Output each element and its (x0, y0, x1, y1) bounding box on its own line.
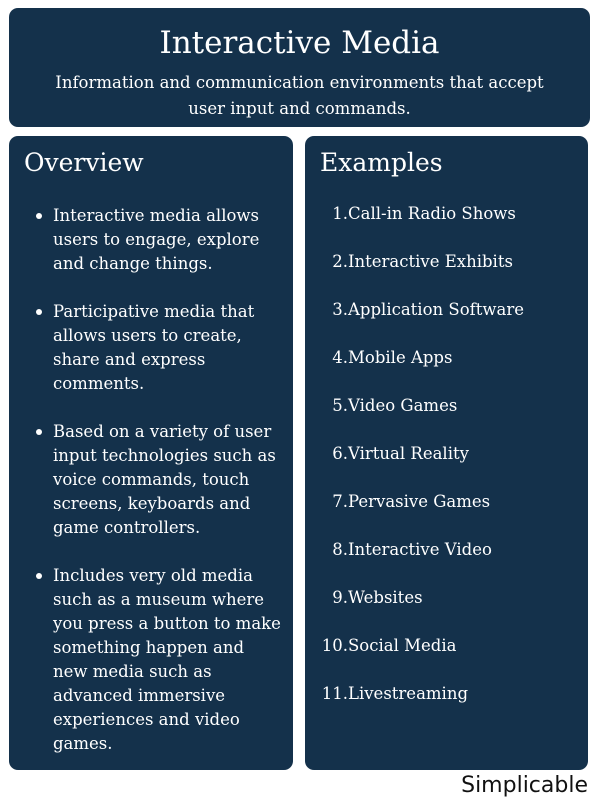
example-label: Interactive Exhibits (348, 252, 513, 271)
example-number: 1. (332, 204, 348, 223)
overview-item-text: Participative media that allows users to create, share and express comments. (53, 302, 255, 393)
overview-item-text: Includes very old media such as a museum where you press a button to make something happen and new media such as advanced immersive experiences and video games. (53, 566, 281, 753)
example-item (305, 394, 588, 442)
example-label: Social Media (348, 636, 457, 655)
example-label: Livestreaming (348, 684, 469, 703)
example-item (305, 538, 588, 586)
example-item (305, 682, 588, 730)
overview-item (33, 204, 283, 276)
overview-title: Overview (24, 148, 144, 177)
example-number: 7. (332, 492, 348, 511)
bullet-icon (36, 429, 42, 435)
example-number: 2. (332, 252, 348, 271)
example-item (305, 442, 588, 490)
overview-item (33, 300, 283, 396)
example-item (305, 250, 588, 298)
example-label: Websites (348, 588, 423, 607)
page-subtitle: Information and communication environments that accept user input and commands. (55, 73, 544, 118)
brand-logo: Simplicable (461, 773, 588, 798)
example-number: 11. (321, 684, 348, 703)
example-label: Call-in Radio Shows (348, 204, 516, 223)
example-number: 6. (332, 444, 348, 463)
page-title: Interactive Media (159, 25, 440, 61)
example-item (305, 298, 588, 346)
header-banner (9, 8, 590, 127)
example-label: Mobile Apps (348, 348, 453, 367)
example-item (305, 346, 588, 394)
example-number: 4. (332, 348, 348, 367)
examples-panel (305, 136, 588, 770)
example-item (305, 634, 588, 682)
example-label: Application Software (348, 300, 524, 319)
bullet-icon (36, 309, 42, 315)
example-label: Video Games (348, 396, 458, 415)
example-number: 8. (332, 540, 348, 559)
example-label: Pervasive Games (348, 492, 491, 511)
bullet-icon (36, 213, 42, 219)
example-item (305, 586, 588, 634)
example-number: 3. (332, 300, 348, 319)
overview-panel (9, 136, 293, 770)
example-label: Virtual Reality (348, 444, 469, 463)
examples-title: Examples (320, 148, 443, 177)
overview-list (33, 204, 283, 780)
example-number: 10. (321, 636, 348, 655)
overview-item (33, 564, 283, 756)
examples-list (305, 202, 588, 730)
overview-item-text: Based on a variety of user input technologies such as voice commands, touch screens, keyboards and game controllers. (53, 422, 276, 537)
example-label: Interactive Video (348, 540, 492, 559)
example-item (305, 490, 588, 538)
overview-item-text: Interactive media allows users to engage, explore and change things. (53, 206, 260, 273)
example-number: 9. (332, 588, 348, 607)
overview-item (33, 420, 283, 540)
example-number: 5. (332, 396, 348, 415)
example-item (305, 202, 588, 250)
bullet-icon (36, 573, 42, 579)
